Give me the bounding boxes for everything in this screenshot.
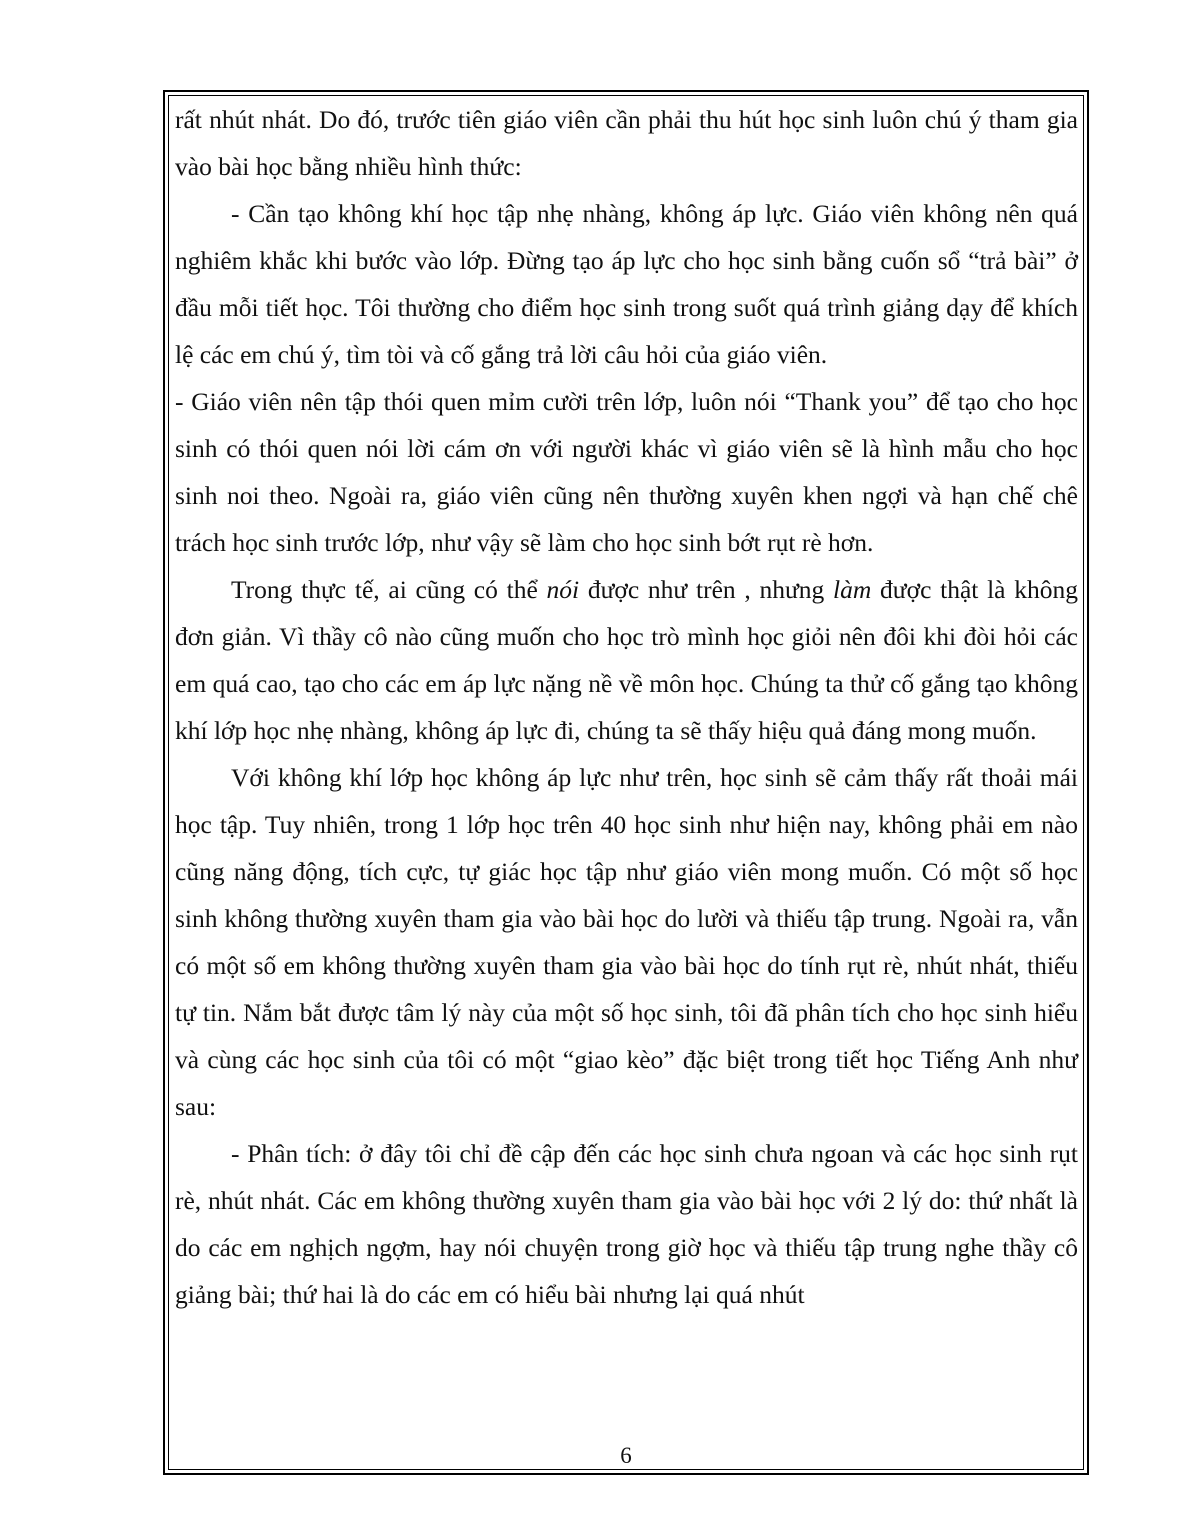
body-paragraph — [175, 96, 1078, 190]
document-body — [175, 96, 1078, 1318]
paragraph-text: được thật là không đơn giản. Vì thầy cô nào cũng muốn cho học trò mình học giỏi nên đôi khi đòi hỏi các em quá cao, tạo cho các em áp lực nặng nề về môn học. Chúng ta thử cố gắng tạo không khí lớp học nhẹ nhàng, không áp lực đi, chúng ta sẽ thấy hiệu quả đáng mong muốn. — [175, 575, 1078, 745]
paragraph-text: Với không khí lớp học không áp lực như trên, học sinh sẽ cảm thấy rất thoải mái học tập. Tuy nhiên, trong 1 lớp học trên 40 học sinh như hiện nay, không phải em nào cũng năng động, tích cực, tự giác học tập như giáo viên mong muốn. Có một số học sinh không thường xuyên tham gia vào bài học do lười và thiếu tập trung. Ngoài ra, vẫn có một số em không thường xuyên tham gia vào bài học do tính rụt rè, nhút nhát, thiếu tự tin. Nắm bắt được tâm lý này của một số học sinh, tôi đã phân tích cho học sinh hiểu và cùng các học sinh của tôi có một “giao kèo” đặc biệt trong tiết học Tiếng Anh như sau: — [175, 763, 1078, 1121]
body-paragraph — [175, 190, 1078, 378]
body-paragraph — [175, 566, 1078, 754]
paragraph-text: được như trên , nhưng — [579, 575, 834, 604]
paragraph-text: Trong thực tế, ai cũng có thể — [231, 575, 547, 604]
emphasis-text: nói — [546, 575, 580, 604]
body-paragraph — [175, 378, 1078, 566]
body-paragraph — [175, 1130, 1078, 1318]
body-paragraph — [175, 754, 1078, 1130]
paragraph-text: - Giáo viên nên tập thói quen mỉm cười trên lớp, luôn nói “Thank you” để tạo cho học sinh có thói quen nói lời cám ơn với người khác vì giáo viên sẽ là hình mẫu cho học sinh noi theo. Ngoài ra, giáo viên cũng nên thường xuyên khen ngợi và hạn chế chê trách học sinh trước lớp, như vậy sẽ làm cho học sinh bớt rụt rè hơn. — [175, 387, 1078, 557]
paragraph-text: - Phân tích: ở đây tôi chỉ đề cập đến các học sinh chưa ngoan và các học sinh rụt rè, nhút nhát. Các em không thường xuyên tham gia vào bài học với 2 lý do: thứ nhất là do các em nghịch ngợm, hay nói chuyện trong giờ học và thiếu tập trung nghe thầy cô giảng bài; thứ hai là do các em có hiểu bài nhưng lại quá nhút — [175, 1139, 1078, 1309]
page-number: 6 — [620, 1443, 632, 1468]
paragraph-text: - Cần tạo không khí học tập nhẹ nhàng, không áp lực. Giáo viên không nên quá nghiêm khắc khi bước vào lớp. Đừng tạo áp lực cho học sinh bằng cuốn sổ “trả bài” ở đầu mỗi tiết học. Tôi thường cho điểm học sinh trong suốt quá trình giảng dạy để khích lệ các em chú ý, tìm tòi và cố gắng trả lời câu hỏi của giáo viên. — [175, 199, 1078, 369]
paragraph-text: rất nhút nhát. Do đó, trước tiên giáo viên cần phải thu hút học sinh luôn chú ý tham gia vào bài học bằng nhiều hình thức: — [175, 105, 1078, 181]
emphasis-text: làm — [833, 575, 872, 604]
